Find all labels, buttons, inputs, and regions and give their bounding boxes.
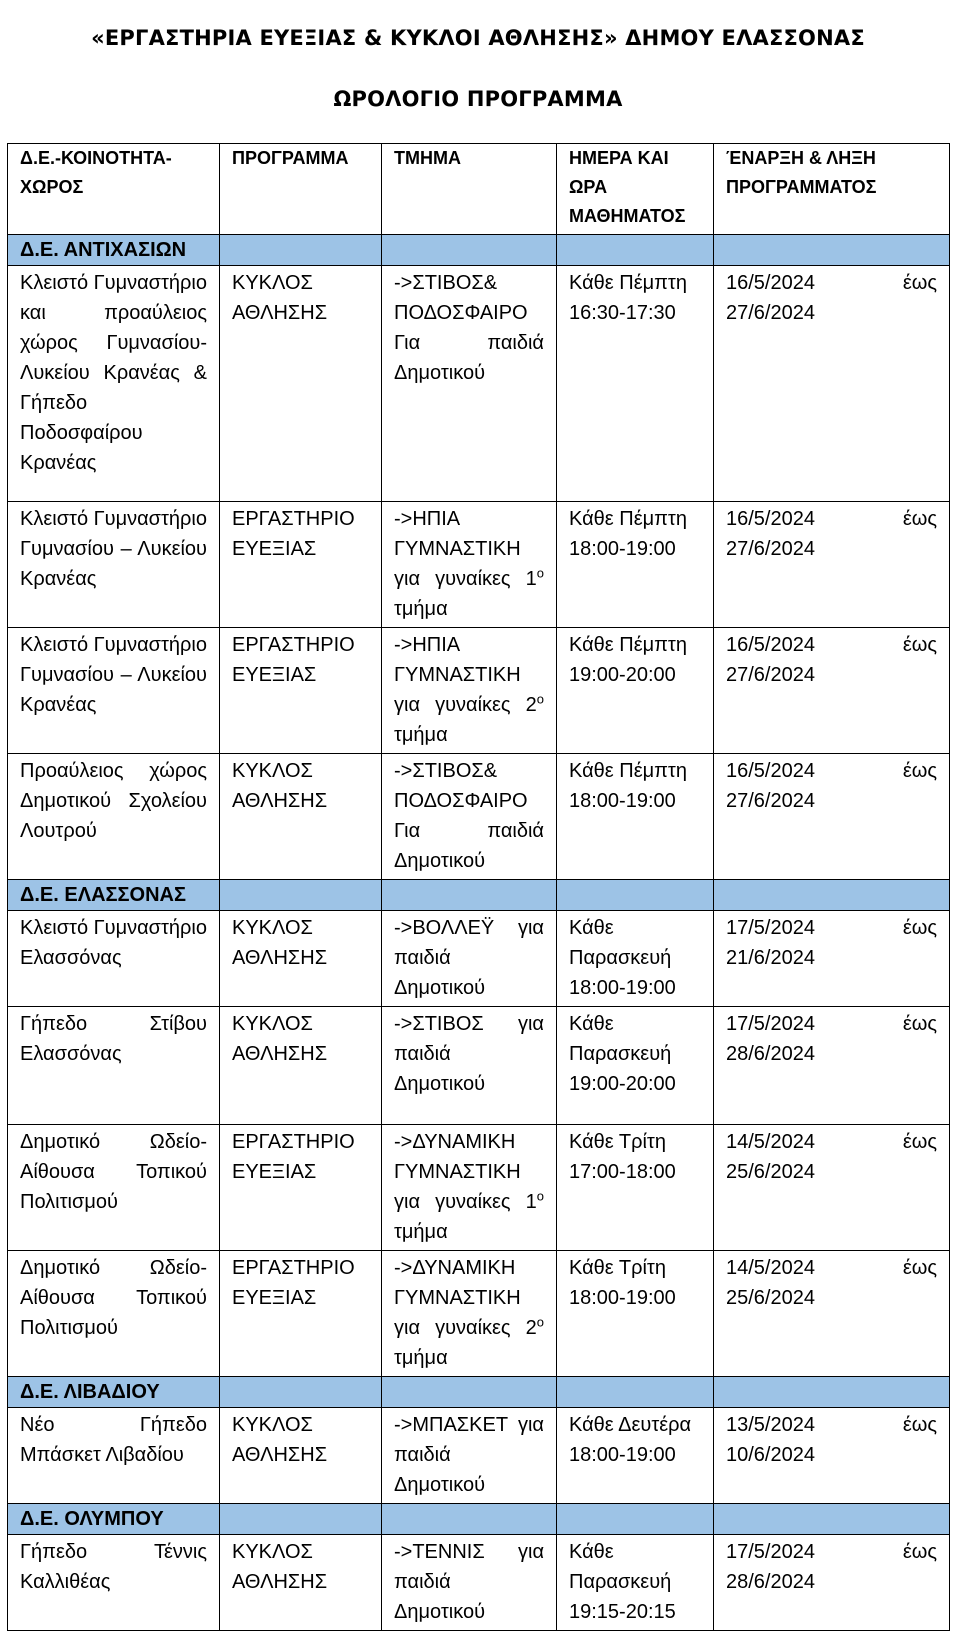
program-cell: ΚΥΚΛΟΣ ΑΘΛΗΣΗΣ <box>220 911 382 1007</box>
department-text: ->ΣΤΙΒΟΣ για παιδιά Δημοτικού <box>394 1013 544 1095</box>
department-cell <box>382 1125 557 1251</box>
section-empty-cell <box>557 1377 714 1408</box>
dates-cell <box>714 1125 950 1251</box>
section-empty-cell <box>557 235 714 266</box>
place-cell: Νέο Γήπεδο Μπάσκετ Λιβαδίου <box>8 1408 220 1504</box>
header-place: Δ.Ε.-ΚΟΙΝΟΤΗΤΑ-ΧΩΡΟΣ <box>8 144 220 235</box>
program-cell: ΕΡΓΑΣΤΗΡΙΟ ΕΥΕΞΙΑΣ <box>220 1251 382 1377</box>
weekday-text: Κάθε Παρασκευή <box>569 1013 672 1065</box>
place-cell: Προαύλειος χώρος Δημοτικού Σχολείου Λουτρού <box>8 754 220 880</box>
document-subtitle: ΩΡΟΛΟΓΙΟ ΠΡΟΓΡΑΜΜΑ <box>333 87 623 111</box>
time-text: 18:00-19:00 <box>569 538 676 560</box>
department-cell <box>382 1007 557 1125</box>
date-separator: έως <box>902 760 937 782</box>
date-separator: έως <box>902 634 937 656</box>
department-cell <box>382 1535 557 1631</box>
section-empty-cell <box>382 880 557 911</box>
time-text: 16:30-17:30 <box>569 302 676 324</box>
header-dates: ΈΝΑΡΞΗ & ΛΗΞΗ ΠΡΟΓΡΑΜΜΑΤΟΣ <box>714 144 950 235</box>
weekday-text: Κάθε Πέμπτη <box>569 508 687 530</box>
dates-cell <box>714 502 950 628</box>
department-cell <box>382 502 557 628</box>
program-cell: ΚΥΚΛΟΣ ΑΘΛΗΣΗΣ <box>220 1007 382 1125</box>
department-tail: τμήμα <box>394 598 448 620</box>
place-cell: Κλειστό Γυμναστήριο Ελασσόνας <box>8 911 220 1007</box>
day-time-cell <box>557 1125 714 1251</box>
section-row <box>8 1504 950 1535</box>
dates-cell <box>714 1535 950 1631</box>
section-empty-cell <box>382 1504 557 1535</box>
program-cell: ΚΥΚΛΟΣ ΑΘΛΗΣΗΣ <box>220 1408 382 1504</box>
place-cell: Γήπεδο Τέννις Καλλιθέας <box>8 1535 220 1631</box>
table-row <box>8 1408 950 1504</box>
ordinal-suffix: ο <box>536 565 544 581</box>
section-empty-cell <box>714 1377 950 1408</box>
program-cell: ΕΡΓΑΣΤΗΡΙΟ ΕΥΕΞΙΑΣ <box>220 1125 382 1251</box>
day-time-cell <box>557 1535 714 1631</box>
end-date: 28/6/2024 <box>726 1043 815 1065</box>
weekday-text: Κάθε Παρασκευή <box>569 917 672 969</box>
table-row <box>8 1125 950 1251</box>
header-department: ΤΜΗΜΑ <box>382 144 557 235</box>
time-text: 18:00-19:00 <box>569 977 676 999</box>
department-tail: τμήμα <box>394 724 448 746</box>
start-date: 13/5/2024 <box>726 1414 815 1436</box>
section-empty-cell <box>557 1504 714 1535</box>
date-separator: έως <box>902 1414 937 1436</box>
start-date: 16/5/2024 <box>726 508 815 530</box>
section-empty-cell <box>557 880 714 911</box>
end-date: 27/6/2024 <box>726 790 815 812</box>
department-cell <box>382 911 557 1007</box>
start-date: 16/5/2024 <box>726 634 815 656</box>
dates-cell <box>714 266 950 502</box>
day-time-cell <box>557 628 714 754</box>
end-date: 27/6/2024 <box>726 664 815 686</box>
section-empty-cell <box>714 1504 950 1535</box>
department-text: ->ΔΥΝΑΜΙΚΗ ΓΥΜΝΑΣΤΙΚΗ για γυναίκες 1 <box>394 1131 537 1213</box>
section-name: Δ.Ε. ΕΛΑΣΣΟΝΑΣ <box>8 880 220 911</box>
end-date: 21/6/2024 <box>726 947 815 969</box>
section-empty-cell <box>220 1504 382 1535</box>
start-date: 17/5/2024 <box>726 1013 815 1035</box>
section-row <box>8 235 950 266</box>
program-cell: ΚΥΚΛΟΣ ΑΘΛΗΣΗΣ <box>220 1535 382 1631</box>
program-cell: ΚΥΚΛΟΣ ΑΘΛΗΣΗΣ <box>220 266 382 502</box>
department-text: ->ΣΤΙΒΟΣ& ΠΟΔΟΣΦΑΙΡΟ Για παιδιά Δημοτικού <box>394 760 544 872</box>
department-cell <box>382 1251 557 1377</box>
dates-cell <box>714 911 950 1007</box>
section-row <box>8 1377 950 1408</box>
end-date: 25/6/2024 <box>726 1161 815 1183</box>
date-separator: έως <box>902 272 937 294</box>
department-text: ->ΗΠΙΑ ΓΥΜΝΑΣΤΙΚΗ για γυναίκες 1 <box>394 508 537 590</box>
section-empty-cell <box>220 1377 382 1408</box>
end-date: 28/6/2024 <box>726 1571 815 1593</box>
weekday-text: Κάθε Πέμπτη <box>569 760 687 782</box>
day-time-cell <box>557 502 714 628</box>
table-row <box>8 1251 950 1377</box>
department-cell <box>382 266 557 502</box>
department-text: ->ΜΠΑΣΚΕΤ για παιδιά Δημοτικού <box>394 1414 544 1496</box>
date-separator: έως <box>902 1013 937 1035</box>
document-title: «ΕΡΓΑΣΤΗΡΙΑ ΕΥΕΞΙΑΣ & ΚΥΚΛΟΙ ΑΘΛΗΣΗΣ» ΔΗΜΟΥ ΕΛΑΣΣΟΝΑΣ <box>91 26 865 50</box>
start-date: 16/5/2024 <box>726 272 815 294</box>
department-text: ->ΣΤΙΒΟΣ& ΠΟΔΟΣΦΑΙΡΟ Για παιδιά Δημοτικού <box>394 272 544 384</box>
table-row <box>8 628 950 754</box>
section-empty-cell <box>220 235 382 266</box>
place-cell: Κλειστό Γυμναστήριο Γυμνασίου – Λυκείου Κρανέας <box>8 628 220 754</box>
table-row <box>8 754 950 880</box>
start-date: 14/5/2024 <box>726 1131 815 1153</box>
ordinal-suffix: ο <box>536 1314 544 1330</box>
weekday-text: Κάθε Τρίτη <box>569 1131 666 1153</box>
dates-cell <box>714 1007 950 1125</box>
weekday-text: Κάθε Παρασκευή <box>569 1541 672 1593</box>
header-day-time: ΗΜΕΡΑ ΚΑΙ ΩΡΑ ΜΑΘΗΜΑΤΟΣ <box>557 144 714 235</box>
start-date: 14/5/2024 <box>726 1257 815 1279</box>
place-cell: Κλειστό Γυμναστήριο Γυμνασίου – Λυκείου Κρανέας <box>8 502 220 628</box>
table-row <box>8 911 950 1007</box>
section-empty-cell <box>220 880 382 911</box>
day-time-cell <box>557 911 714 1007</box>
table-row <box>8 266 950 502</box>
place-cell: Γήπεδο Στίβου Ελασσόνας <box>8 1007 220 1125</box>
time-text: 19:15-20:15 <box>569 1601 676 1623</box>
place-cell: Δημοτικό Ωδείο-Αίθουσα Τοπικού Πολιτισμού <box>8 1125 220 1251</box>
table-row <box>8 502 950 628</box>
day-time-cell <box>557 1251 714 1377</box>
time-text: 18:00-19:00 <box>569 1287 676 1309</box>
date-separator: έως <box>902 1257 937 1279</box>
place-cell: Δημοτικό Ωδείο-Αίθουσα Τοπικού Πολιτισμού <box>8 1251 220 1377</box>
date-separator: έως <box>902 1131 937 1153</box>
start-date: 17/5/2024 <box>726 1541 815 1563</box>
time-text: 18:00-19:00 <box>569 1444 676 1466</box>
department-tail: τμήμα <box>394 1221 448 1243</box>
department-cell <box>382 754 557 880</box>
dates-cell <box>714 1251 950 1377</box>
section-name: Δ.Ε. ΛΙΒΑΔΙΟΥ <box>8 1377 220 1408</box>
weekday-text: Κάθε Τρίτη <box>569 1257 666 1279</box>
section-empty-cell <box>382 235 557 266</box>
department-text: ->ΔΥΝΑΜΙΚΗ ΓΥΜΝΑΣΤΙΚΗ για γυναίκες 2 <box>394 1257 537 1339</box>
department-text: ->ΤΕΝΝΙΣ για παιδιά Δημοτικού <box>394 1541 544 1623</box>
department-cell <box>382 628 557 754</box>
end-date: 10/6/2024 <box>726 1444 815 1466</box>
end-date: 27/6/2024 <box>726 538 815 560</box>
program-cell: ΕΡΓΑΣΤΗΡΙΟ ΕΥΕΞΙΑΣ <box>220 502 382 628</box>
time-text: 19:00-20:00 <box>569 1073 676 1095</box>
schedule-table <box>7 143 950 1631</box>
time-text: 17:00-18:00 <box>569 1161 676 1183</box>
header-program: ΠΡΟΓΡΑΜΜΑ <box>220 144 382 235</box>
time-text: 18:00-19:00 <box>569 790 676 812</box>
dates-cell <box>714 1408 950 1504</box>
department-text: ->ΗΠΙΑ ΓΥΜΝΑΣΤΙΚΗ για γυναίκες 2 <box>394 634 537 716</box>
day-time-cell <box>557 266 714 502</box>
department-cell <box>382 1408 557 1504</box>
section-empty-cell <box>382 1377 557 1408</box>
time-text: 19:00-20:00 <box>569 664 676 686</box>
dates-cell <box>714 754 950 880</box>
end-date: 27/6/2024 <box>726 302 815 324</box>
section-name: Δ.Ε. ΟΛΥΜΠΟΥ <box>8 1504 220 1535</box>
day-time-cell <box>557 754 714 880</box>
weekday-text: Κάθε Πέμπτη <box>569 634 687 656</box>
table-row <box>8 1535 950 1631</box>
date-separator: έως <box>902 508 937 530</box>
department-tail: τμήμα <box>394 1347 448 1369</box>
program-cell: ΕΡΓΑΣΤΗΡΙΟ ΕΥΕΞΙΑΣ <box>220 628 382 754</box>
header-row <box>8 144 950 235</box>
start-date: 16/5/2024 <box>726 760 815 782</box>
weekday-text: Κάθε Πέμπτη <box>569 272 687 294</box>
ordinal-suffix: ο <box>536 1188 544 1204</box>
ordinal-suffix: ο <box>536 691 544 707</box>
day-time-cell <box>557 1007 714 1125</box>
start-date: 17/5/2024 <box>726 917 815 939</box>
department-text: ->ΒΟΛΛΕΫ για παιδιά Δημοτικού <box>394 917 544 999</box>
section-empty-cell <box>714 235 950 266</box>
program-cell: ΚΥΚΛΟΣ ΑΘΛΗΣΗΣ <box>220 754 382 880</box>
date-separator: έως <box>902 1541 937 1563</box>
table-row <box>8 1007 950 1125</box>
date-separator: έως <box>902 917 937 939</box>
dates-cell <box>714 628 950 754</box>
section-row <box>8 880 950 911</box>
day-time-cell <box>557 1408 714 1504</box>
place-cell: Κλειστό Γυμναστήριο και προαύλειος χώρος Γυμνασίου-Λυκείου Κρανέας & Γήπεδο Ποδοσφαίρου Κρανέας <box>8 266 220 502</box>
end-date: 25/6/2024 <box>726 1287 815 1309</box>
weekday-text: Κάθε Δευτέρα <box>569 1414 692 1436</box>
section-empty-cell <box>714 880 950 911</box>
section-name: Δ.Ε. ΑΝΤΙΧΑΣΙΩΝ <box>8 235 220 266</box>
